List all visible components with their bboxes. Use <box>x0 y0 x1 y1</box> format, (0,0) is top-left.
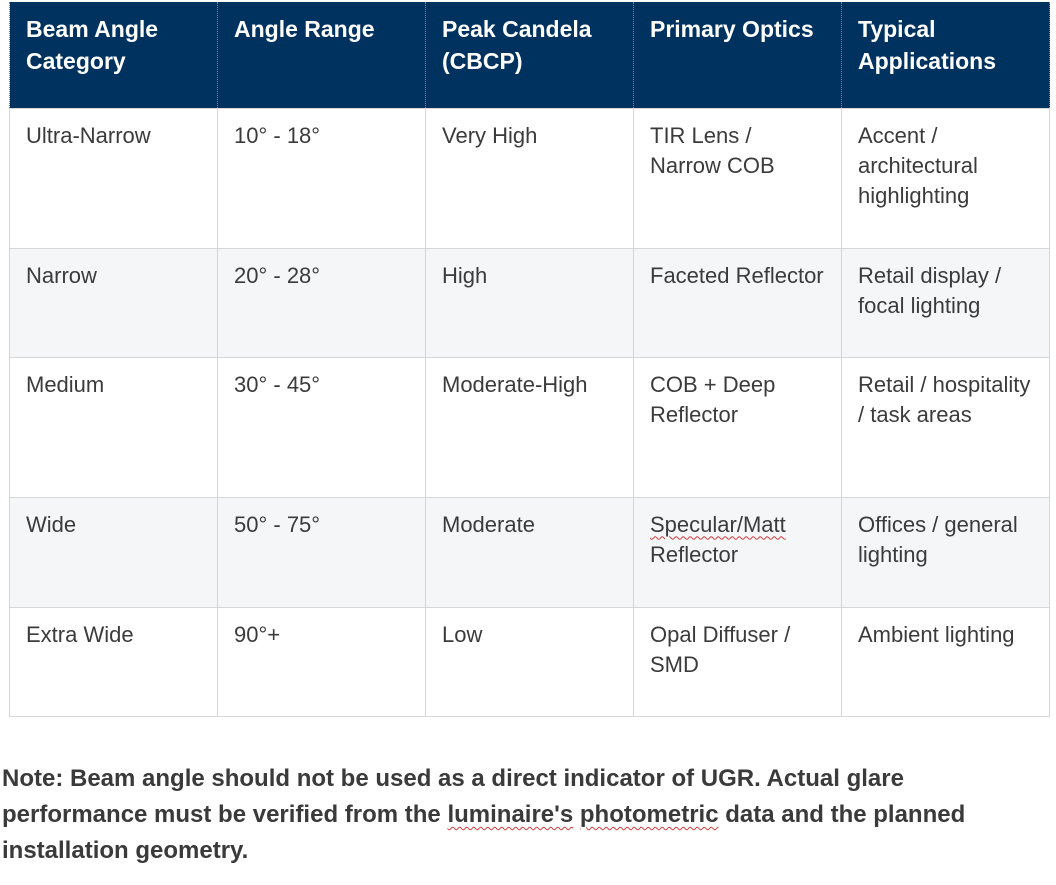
cell-primary-optics: Opal Diffuser / SMD <box>634 607 842 716</box>
note-text-start: Note: Beam angle should not be used as a direct indicator of UGR. Actual glare performance must be verified from the <box>2 765 904 828</box>
cell-typical-applications: Retail display / focal lighting <box>842 248 1050 357</box>
table-row <box>10 248 1050 357</box>
beam-angle-table-container <box>9 2 1049 717</box>
note-paragraph <box>2 761 1042 869</box>
table-row <box>10 497 1050 607</box>
table-header-row <box>10 2 1050 108</box>
cell-angle-range: 10° - 18° <box>218 108 426 248</box>
cell-primary-optics: COB + Deep Reflector <box>634 357 842 497</box>
cell-typical-applications: Offices / general lighting <box>842 497 1050 607</box>
cell-category: Ultra-Narrow <box>10 108 218 248</box>
cell-peak-candela: Low <box>426 607 634 716</box>
cell-category: Wide <box>10 497 218 607</box>
table-row <box>10 607 1050 716</box>
cell-primary-optics: Faceted Reflector <box>634 248 842 357</box>
note-text-end: data and the planned installation geometry. <box>2 801 966 864</box>
table-row <box>10 108 1050 248</box>
cell-angle-range: 20° - 28° <box>218 248 426 357</box>
header-angle-range: Angle Range <box>218 2 426 108</box>
spellcheck-flagged-text: Specular/Matt <box>650 511 786 537</box>
cell-angle-range: 50° - 75° <box>218 497 426 607</box>
cell-typical-applications: Retail / hospitality / task areas <box>842 357 1050 497</box>
note-space <box>573 801 580 828</box>
cell-peak-candela: High <box>426 248 634 357</box>
spellcheck-word-luminaires: luminaire's <box>447 801 574 828</box>
cell-category: Extra Wide <box>10 607 218 716</box>
cell-angle-range: 90°+ <box>218 607 426 716</box>
cell-angle-range: 30° - 45° <box>218 357 426 497</box>
cell-category: Medium <box>10 357 218 497</box>
cell-primary-optics: Specular/Matt Reflector <box>634 497 842 607</box>
cell-primary-optics: TIR Lens / Narrow COB <box>634 108 842 248</box>
header-typical-applications: Typical Applications <box>842 2 1050 108</box>
spellcheck-word-photometric: photometric <box>579 801 719 828</box>
cell-peak-candela: Very High <box>426 108 634 248</box>
header-beam-angle-category: Beam Angle Category <box>10 2 218 108</box>
table-row <box>10 357 1050 497</box>
cell-peak-candela: Moderate-High <box>426 357 634 497</box>
cell-typical-applications: Ambient lighting <box>842 607 1050 716</box>
cell-category: Narrow <box>10 248 218 357</box>
header-primary-optics: Primary Optics <box>634 2 842 108</box>
beam-angle-table <box>9 2 1050 717</box>
cell-typical-applications: Accent / architectural highlighting <box>842 108 1050 248</box>
cell-peak-candela: Moderate <box>426 497 634 607</box>
header-peak-candela: Peak Candela (CBCP) <box>426 2 634 108</box>
